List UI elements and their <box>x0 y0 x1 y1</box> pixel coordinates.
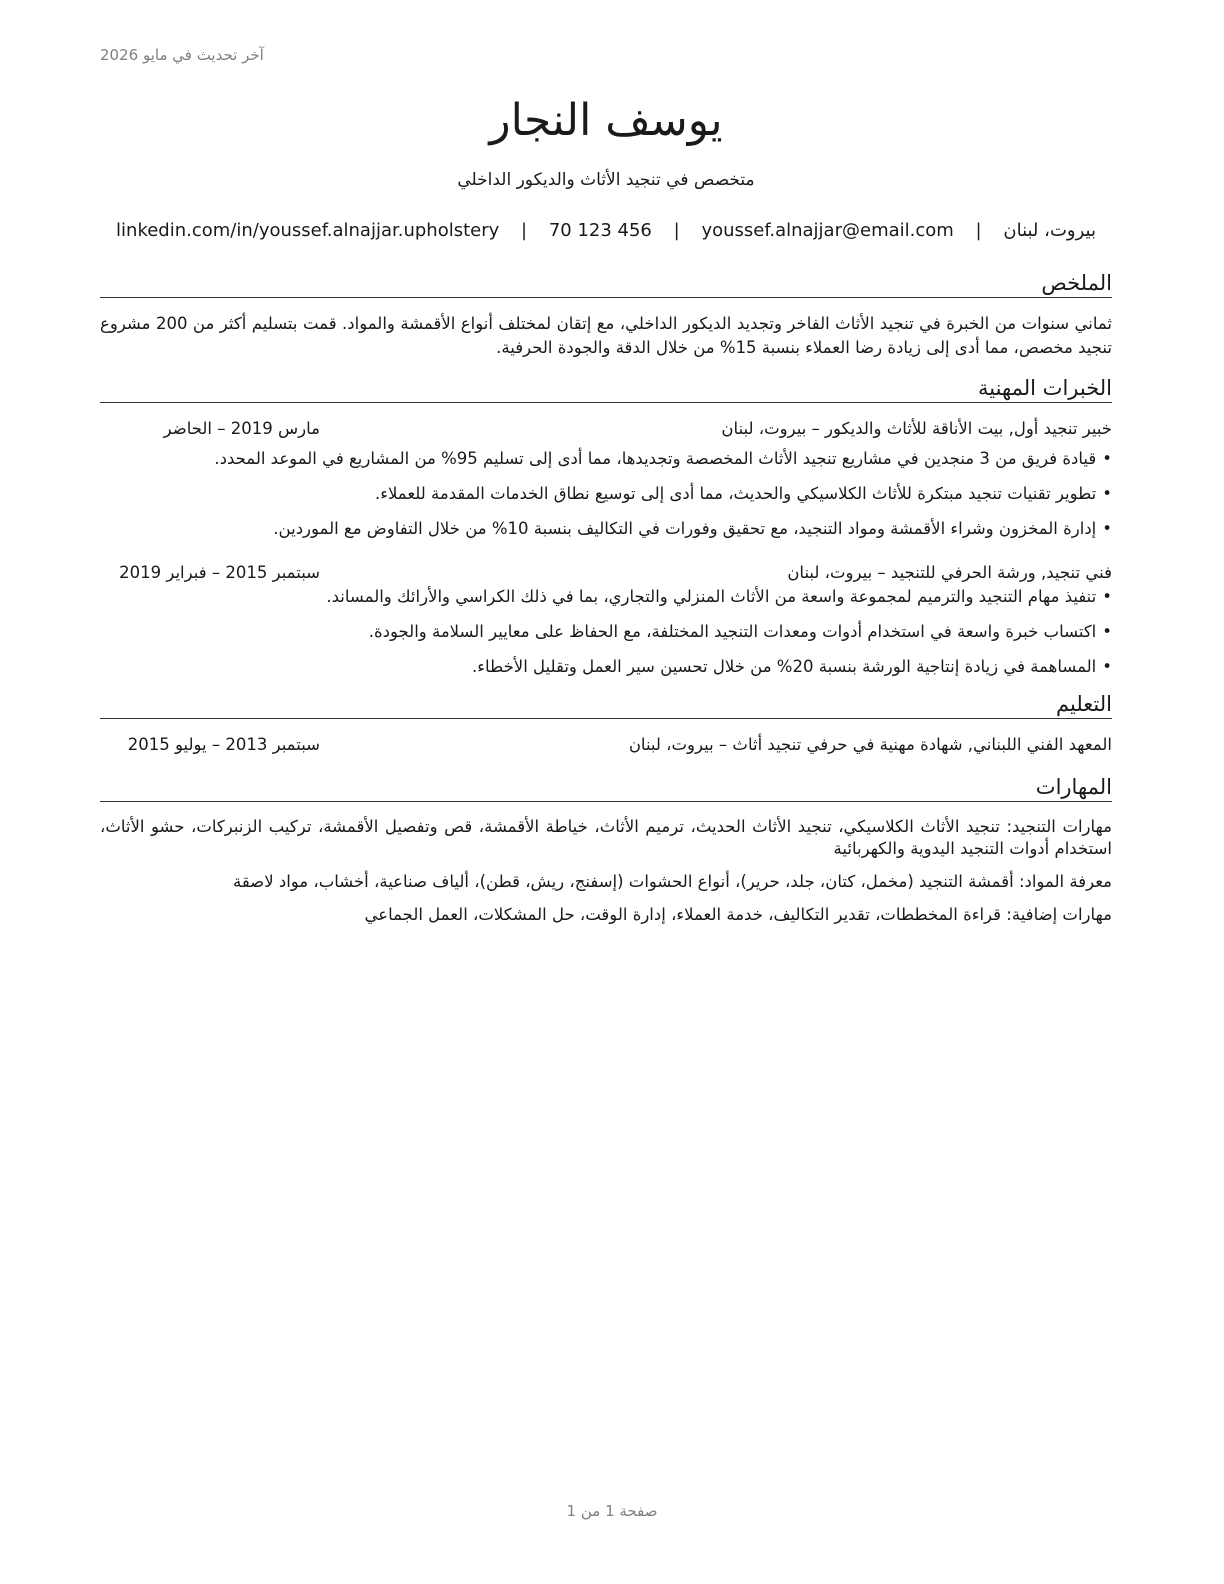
page-number: صفحة 1 من 1 <box>566 1502 658 1520</box>
bullet-text: قيادة فريق من 3 منجدين في مشاريع تنجيد الأثاث المخصصة وتجديدها، مما أدى إلى تسليم 95% من المشاريع في الموعد المحدد. <box>214 449 1097 468</box>
education-entry <box>100 733 1112 757</box>
bullet-text: إدارة المخزون وشراء الأقمشة ومواد التنجيد، مع تحقيق وفورات في التكاليف بنسبة 10% من خلال التفاوض مع الموردين. <box>273 519 1097 538</box>
bullet-text: تنفيذ مهام التنجيد والترميم لمجموعة واسعة من الأثاث المنزلي والتجاري، بما في ذلك الكراسي والأرائك والمساند. <box>326 587 1097 606</box>
summary-heading: الملخص <box>100 269 1112 298</box>
job-bullets <box>100 585 1112 679</box>
job-heading: فني تنجيد, ورشة الحرفي للتنجيد – بيروت، لبنان <box>787 563 1112 582</box>
experience-section <box>100 374 1112 679</box>
bullet-text: اكتساب خبرة واسعة في استخدام أدوات ومعدات التنجيد المختلفة، مع الحفاظ على معايير السلامة والجودة. <box>368 622 1097 641</box>
contact-separator: | <box>975 220 982 241</box>
education-heading-text: المعهد الفني اللبناني, شهادة مهنية في حرفي تنجيد أثاث – بيروت، لبنان <box>628 735 1112 754</box>
last-updated-note: آخر تحديث في مايو 2026 <box>100 46 264 64</box>
job-header <box>100 561 1112 585</box>
bullet-item <box>100 517 1112 541</box>
job-header <box>100 417 1112 441</box>
job-dates: سبتمبر 2015 – فبراير 2019 <box>119 563 320 582</box>
bullet-icon: • <box>1102 622 1112 641</box>
job-dates: مارس 2019 – الحاضر <box>163 419 320 438</box>
summary-text: ثماني سنوات من الخبرة في تنجيد الأثاث الفاخر وتجديد الديكور الداخلي، مع إتقان لمختلف أنواع الأقمشة والمواد. قمت بتسليم أكثر من 200 مشروع تنجيد مخصص، مما أدى إلى زيادة رضا العملاء بنسبة 15% من خلال الدقة والجودة الحرفية. <box>100 314 1112 357</box>
skills-section <box>100 773 1112 926</box>
bullet-item <box>100 585 1112 609</box>
education-heading: التعليم <box>100 690 1112 719</box>
contact-linkedin[interactable]: linkedin.com/in/youssef.alnajjar.upholstery <box>116 220 500 241</box>
summary-section <box>100 269 1112 360</box>
bullet-text: المساهمة في زيادة إنتاجية الورشة بنسبة 20% من خلال تحسين سير العمل وتقليل الأخطاء. <box>472 657 1097 676</box>
contact-separator: | <box>673 220 680 241</box>
bullet-item <box>100 620 1112 644</box>
experience-heading: الخبرات المهنية <box>100 374 1112 403</box>
contact-location: بيروت، لبنان <box>1003 220 1096 241</box>
skill-line: مهارات التنجيد: تنجيد الأثاث الكلاسيكي، تنجيد الأثاث الحديث، ترميم الأثاث، خياطة الأقمشة، قص وتفصيل الأقمشة، تركيب الزنبركات، حشو الأثاث، استخدام أدوات التنجيد اليدوية والكهربائية <box>100 817 1112 858</box>
bullet-icon: • <box>1102 519 1112 538</box>
bullet-item <box>100 482 1112 506</box>
education-dates: سبتمبر 2013 – يوليو 2015 <box>127 735 320 754</box>
skill-line: مهارات إضافية: قراءة المخططات، تقدير التكاليف، خدمة العملاء، إدارة الوقت، حل المشكلات، العمل الجماعي <box>364 905 1112 924</box>
contact-line <box>100 219 1112 243</box>
bullet-icon: • <box>1102 449 1112 468</box>
bullet-item <box>100 655 1112 679</box>
skill-line: معرفة المواد: أقمشة التنجيد (مخمل، كتان، جلد، حرير)، أنواع الحشوات (إسفنج، ريش، قطن)، ألياف صناعية، أخشاب، مواد لاصقة <box>232 872 1112 891</box>
bullet-text: تطوير تقنيات تنجيد مبتكرة للأثاث الكلاسيكي والحديث، مما أدى إلى توسيع نطاق الخدمات المقدمة للعملاء. <box>374 484 1097 503</box>
job-heading: خبير تنجيد أول, بيت الأناقة للأثاث والديكور – بيروت، لبنان <box>721 419 1112 438</box>
job-entry <box>100 417 1112 541</box>
bullet-icon: • <box>1102 657 1112 676</box>
education-section <box>100 690 1112 757</box>
resume-page <box>100 90 1112 937</box>
contact-email[interactable]: youssef.alnajjar@email.com <box>701 220 954 241</box>
job-entry <box>100 561 1112 679</box>
job-bullets <box>100 447 1112 541</box>
bullet-item <box>100 447 1112 471</box>
bullet-icon: • <box>1102 587 1112 606</box>
contact-separator: | <box>521 220 528 241</box>
contact-phone[interactable]: 70 123 456 <box>548 220 652 241</box>
bullet-icon: • <box>1102 484 1112 503</box>
skills-heading: المهارات <box>100 773 1112 802</box>
candidate-name: يوسف النجار <box>489 95 723 146</box>
candidate-title: متخصص في تنجيد الأثاث والديكور الداخلي <box>457 170 755 190</box>
